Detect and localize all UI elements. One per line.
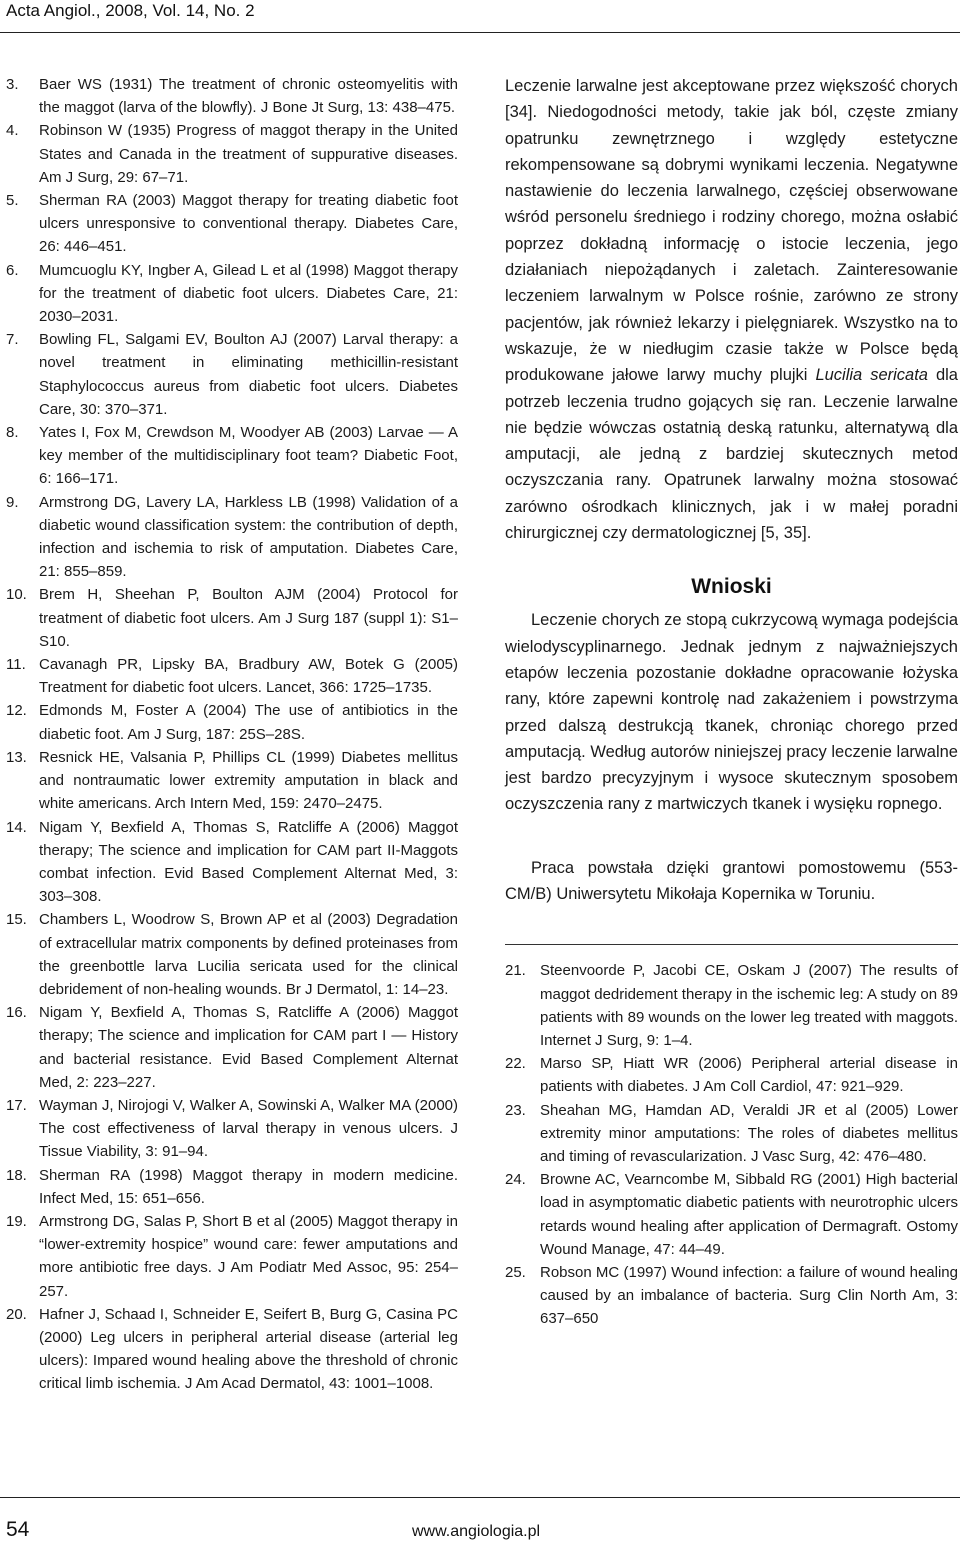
reference-number: 3. [6,76,19,93]
reference-number: 4. [6,122,19,140]
reference-text: Sheahan MG, Hamdan AD, Veraldi JR et al (2005) Lower extremity minor amputations: The roles of diabetes mellitus and timing of revascularization. J Vasc Surg, 42: 476–480. [540,1101,958,1165]
reference-item [6,1303,458,1396]
conclusions-paragraph: Leczenie chorych ze stopą cukrzycową wymaga podejścia wielodyscyplinarnego. Jednak jednym z najważniejszych etapów leczenia pozostanie dokładne opracowanie łożyska rany, które zapewni kontrolę nad zakażeniem i powstrzyma przed dalszą destrukcją tkanek, chroniąc chorego przed amputacją. Według autorów niniejszej pracy leczenie larwalne jest bardzo precyzyjnym i wysoce skutecznym sposobem oczyszczenia rany z martwiczych tkanek i wysięku ropnego. [505,611,958,814]
reference-text: Mumcuoglu KY, Ingber A, Gilead L et al (1998) Maggot therapy for the treatment of diabetic foot ulcers. Diabetes Care, 21: 2030–2031. [39,261,458,326]
reference-text: Nigam Y, Bexfield A, Thomas S, Ratcliffe A (2006) Maggot therapy; The science and implication for CAM part II-Maggots combat infection. Evid Based Complement Alternat Med, 3: 303–308. [39,818,458,906]
reference-number: 22. [505,1055,526,1073]
reference-text: Armstrong DG, Lavery LA, Harkless LB (1998) Validation of a diabetic wound classification system: the contribution of depth, infection and ischemia to risk of amputation. Diabetes Care, 21: 855–859. [39,493,458,581]
reference-item [505,1099,958,1169]
reference-item [6,1094,458,1164]
discussion-paragraph [505,73,958,546]
reference-item [6,73,458,119]
reference-number: 24. [505,1171,526,1189]
reference-list-right [505,959,958,1330]
reference-text: Wayman J, Nirojogi V, Walker A, Sowinski A, Walker MA (2000) The cost effectiveness of larval therapy in venous ulcers. J Tissue Viability, 3: 91–94. [39,1096,458,1161]
reference-text: Marso SP, Hiatt WR (2006) Peripheral arterial disease in patients with diabetes. J Am Coll Cardiol, 47: 921–929. [540,1055,958,1096]
reference-number: 21. [505,962,526,980]
header-rule [0,32,960,33]
left-column [6,73,458,1396]
reference-text: Steenvoorde P, Jacobi CE, Oskam J (2007) The results of maggot dedridement therapy in the ischemic leg: A study on 89 patients with 89 wounds on the lower leg treated with maggots. Internet J Surg, 9: 1–4. [540,962,958,1049]
reference-item [6,746,458,816]
reference-text: Sherman RA (1998) Maggot therapy in modern medicine. Infect Med, 15: 651–656. [39,1166,458,1207]
reference-item [6,1164,458,1210]
reference-text: Hafner J, Schaad I, Schneider E, Seifert B, Burg G, Casina PC (2000) Leg ulcers in peripheral arterial disease (arterial leg ulcers): Impared wound healing above the threshold of chronic critical limb ischemia. J Am Acad Dermatol, 43: 1001–1008. [39,1305,458,1393]
reference-text: Yates I, Fox M, Crewdson M, Woodyer AB (2003) Larvae — A key member of the multidisciplinary foot team? Diabetic Foot, 6: 166–171. [39,424,458,488]
reference-item [6,328,458,421]
reference-item [505,1052,958,1098]
reference-item [6,1001,458,1094]
reference-text: Nigam Y, Bexfield A, Thomas S, Ratcliffe A (2006) Maggot therapy; The science and implication for CAM part I — History and bacterial resistance. Evid Based Complement Alternat Med, 2: 223–227. [39,1004,458,1091]
reference-item [6,908,458,1001]
reference-number: 20. [6,1305,27,1323]
reference-number: 14. [6,818,27,836]
reference-number: 5. [6,192,19,210]
footer-rule [0,1497,960,1498]
reference-number: 25. [505,1263,526,1281]
reference-text: Armstrong DG, Salas P, Short B et al (2005) Maggot therapy in “lower-extremity hospice” wound care: fewer amputations and more antibiotic free days. J Am Podiatr Med Assoc, 95: 254–257. [39,1212,458,1300]
reference-item [6,1210,458,1303]
reference-item [505,1261,958,1331]
reference-number: 18. [6,1166,27,1184]
reference-text: Cavanagh PR, Lipsky BA, Bradbury AW, Botek G (2005) Treatment for diabetic foot ulcers. Lancet, 366: 1725–1735. [39,656,458,697]
reference-text: Chambers L, Woodrow S, Brown AP et al (2003) Degradation of extracellular matrix components by defined proteinases from the greenbottle larva Lucilia sericata used for the clinical debridement of non-healing wounds. Br J Dermatol, 1: 14–23. [39,911,458,998]
website-link[interactable]: www.angiologia.pl [412,1523,541,1540]
reference-number: 17. [6,1096,27,1114]
reference-text: Sherman RA (2003) Maggot therapy for treating diabetic foot ulcers unresponsive to conventional therapy. Diabetes Care, 26: 446–451. [39,192,458,256]
reference-text: Robinson W (1935) Progress of maggot therapy in the United States and Canada in the treatment of suppurative diseases. Am J Surg, 29: 67–71. [39,122,458,186]
reference-item [6,699,458,745]
acknowledgement-paragraph: Praca powstała dzięki grantowi pomostowemu (553-CM/B) Uniwersytetu Mikołaja Kopernika w Toruniu. [505,858,958,904]
reference-item [6,816,458,909]
reference-item [505,959,958,1052]
journal-header: Acta Angiol., 2008, Vol. 14, No. 2 [6,1,255,20]
reference-number: 13. [6,748,27,766]
reference-item [6,259,458,329]
species-name: Lucilia sericata [815,366,928,385]
reference-number: 7. [6,331,19,349]
reference-number: 11. [6,656,26,674]
reference-number: 9. [6,493,19,511]
discussion-text-part-1: Leczenie larwalne jest akceptowane przez większość chorych [34]. Niedogodności metody, takie jak ból, częste zmiany opatrunku zewnętrznego i względy estetyczne rekompensowane są dobrymi wynikami leczenia. Negatywne nastawienie do leczenia larwalnego, częściej obserwowane wśród personelu średniego i rodziny chorego, można osłabić poprzez dokładną informację o istocie leczenia, jego działaniach niepożądanych i zaletach. Zainteresowanie leczeniem larwalnym w Polsce rośnie, zarówno ze strony pacjentów, jak również lekarzy i pielęgniarek. Wszystko na to wskazuje, że w niedługim czasie także w Polsce będą produkowane jałowe larwy muchy plujki [505,77,958,385]
reference-item [505,1168,958,1261]
page-number: 54 [6,1518,30,1541]
reference-list-left [6,73,458,1396]
reference-text: Bowling FL, Salgami EV, Boulton AJ (2007) Larval therapy: a novel treatment in eliminating methicillin-resistant Staphylococcus aureus from diabetic foot ulcers. Diabetes Care, 30: 370–371. [39,331,458,418]
references-divider [505,944,958,945]
reference-item [6,583,458,653]
reference-number: 10. [6,586,27,604]
reference-text: Baer WS (1931) The treatment of chronic osteomyelitis with the maggot (larva of the blowfly). J Bone Jt Surg, 13: 438–475. [39,76,458,117]
reference-item [6,653,458,699]
reference-text: Brem H, Sheehan P, Boulton AJM (2004) Protocol for treatment of diabetic foot ulcers. Am J Surg 187 (suppl 1): S1–S10. [39,586,458,650]
section-heading-conclusions: Wnioski [691,575,772,599]
right-column [505,73,958,1331]
reference-number: 6. [6,261,19,279]
reference-text: Edmonds M, Foster A (2004) The use of antibiotics in the diabetic foot. Am J Surg, 187: 25S–28S. [39,702,458,743]
reference-number: 19. [6,1212,27,1230]
reference-number: 8. [6,424,19,442]
reference-text: Resnick HE, Valsania P, Phillips CL (1999) Diabetes mellitus and nontraumatic lower extremity amputation in black and white americans. Arch Intern Med, 159: 2470–2475. [39,748,458,813]
reference-number: 15. [6,911,27,929]
reference-item [6,491,458,584]
reference-number: 16. [6,1004,27,1022]
reference-number: 12. [6,702,27,720]
reference-text: Browne AC, Vearncombe M, Sibbald RG (2001) High bacterial load in asymptomatic diabetic patients with neurotrophic ulcers retards wound healing after application of Dermagraft. Ostomy Wound Manage, 47: 44–49. [540,1171,958,1258]
reference-number: 23. [505,1101,526,1119]
reference-text: Robson MC (1997) Wound infection: a failure of wound healing caused by an imbalance of bacteria. Surg Clin North Am, 3: 637–650 [540,1263,958,1328]
reference-item [6,119,458,189]
reference-item [6,421,458,491]
discussion-text-part-2: dla potrzeb leczenia trudno gojących się ran. Leczenie larwalne nie będzie wówczas ostatnią deską ratunku, alternatywą dla amputacji, ale jedną z bardziej skutecznych metod oczyszczania rany. Opatrunek larwalny można stosować zarówno ośrodkach klinicznych, jak i w małej poradni chirurgicznej czy dermatologicznej [5, 35]. [505,366,958,543]
reference-item [6,189,458,259]
